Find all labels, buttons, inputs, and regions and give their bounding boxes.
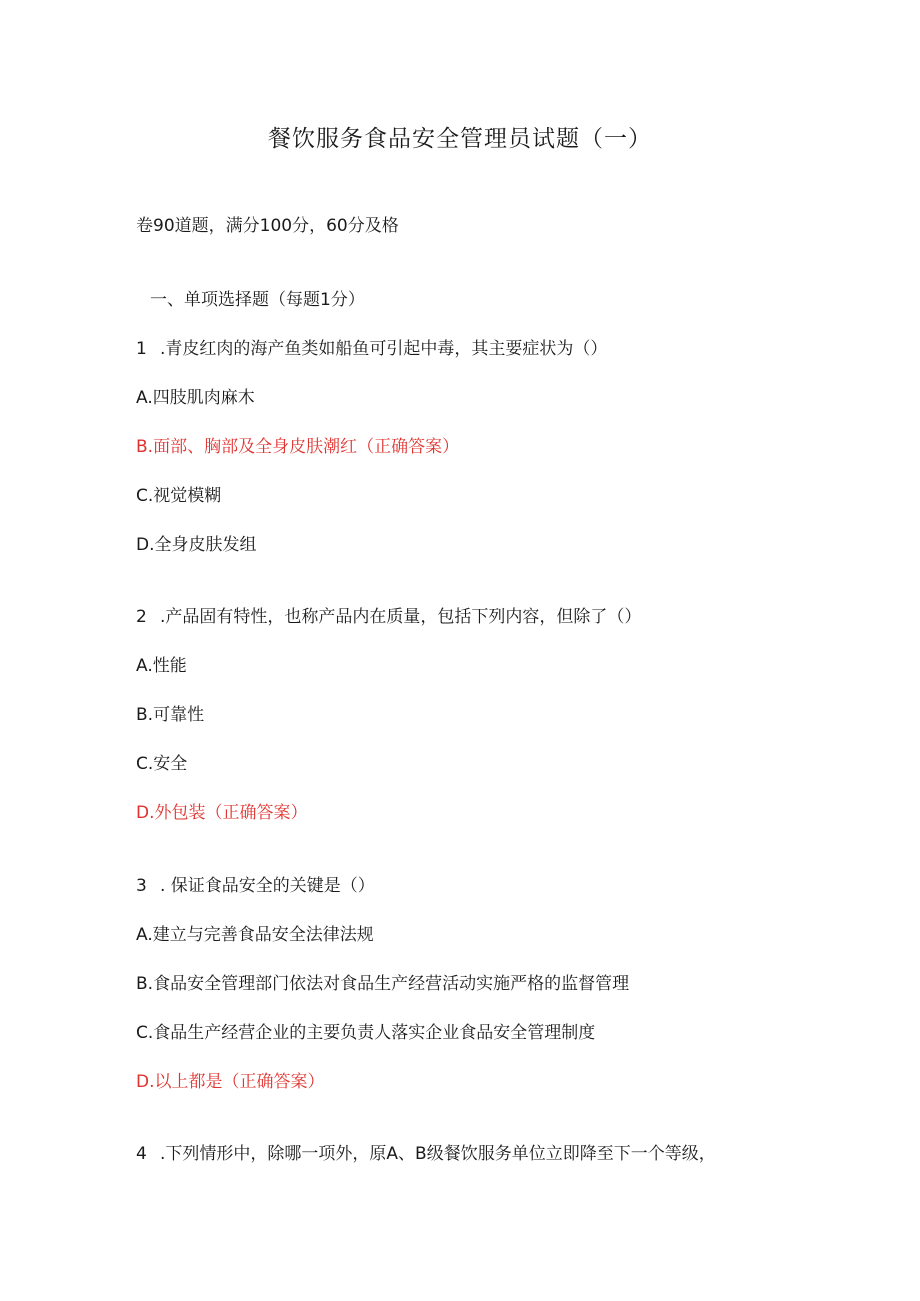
question-1-option-c: C.视觉模糊 [136, 486, 222, 506]
question-3 [136, 875, 375, 897]
question-1-option-b-correct: B.面部、胸部及全身皮肤潮红（正确答案） [136, 437, 460, 457]
question-number: 4 [136, 1144, 147, 1164]
question-2-option-b: B.可靠性 [136, 705, 205, 725]
document-title: 餐饮服务食品安全管理员试题（一） [268, 126, 652, 152]
question-1 [136, 338, 607, 360]
question-2-option-d-correct: D.外包装（正确答案） [136, 803, 308, 823]
question-1-option-d: D.全身皮肤发组 [136, 535, 257, 555]
question-text: . 保证食品安全的关键是（） [160, 876, 375, 896]
question-text: .产品固有特性，也称产品内在质量，包括下列内容，但除了（） [160, 607, 642, 627]
question-3-option-a: A.建立与完善食品安全法律法规 [136, 925, 374, 945]
question-3-option-d-correct: D.以上都是（正确答案） [136, 1072, 325, 1092]
question-3-option-c: C.食品生产经营企业的主要负责人落实企业食品安全管理制度 [136, 1023, 596, 1043]
question-number: 1 [136, 339, 147, 359]
question-1-option-a: A.四肢肌肉麻木 [136, 388, 255, 408]
exam-intro: 卷90道题，满分100分，60分及格 [136, 216, 399, 236]
question-text: .下列情形中，除哪一项外，原A、B级餐饮服务单位立即降至下一个等级， [160, 1144, 716, 1164]
question-number: 2 [136, 607, 147, 627]
question-2-option-c: C.安全 [136, 754, 188, 774]
question-2 [136, 606, 641, 628]
question-number: 3 [136, 876, 147, 896]
question-text: .青皮红肉的海产鱼类如船鱼可引起中毒，其主要症状为（） [160, 339, 608, 359]
question-2-option-a: A.性能 [136, 656, 187, 676]
question-3-option-b: B.食品安全管理部门依法对食品生产经营活动实施严格的监督管理 [136, 974, 630, 994]
section-heading: 一、单项选择题（每题1分） [150, 290, 365, 310]
question-4 [136, 1143, 716, 1165]
